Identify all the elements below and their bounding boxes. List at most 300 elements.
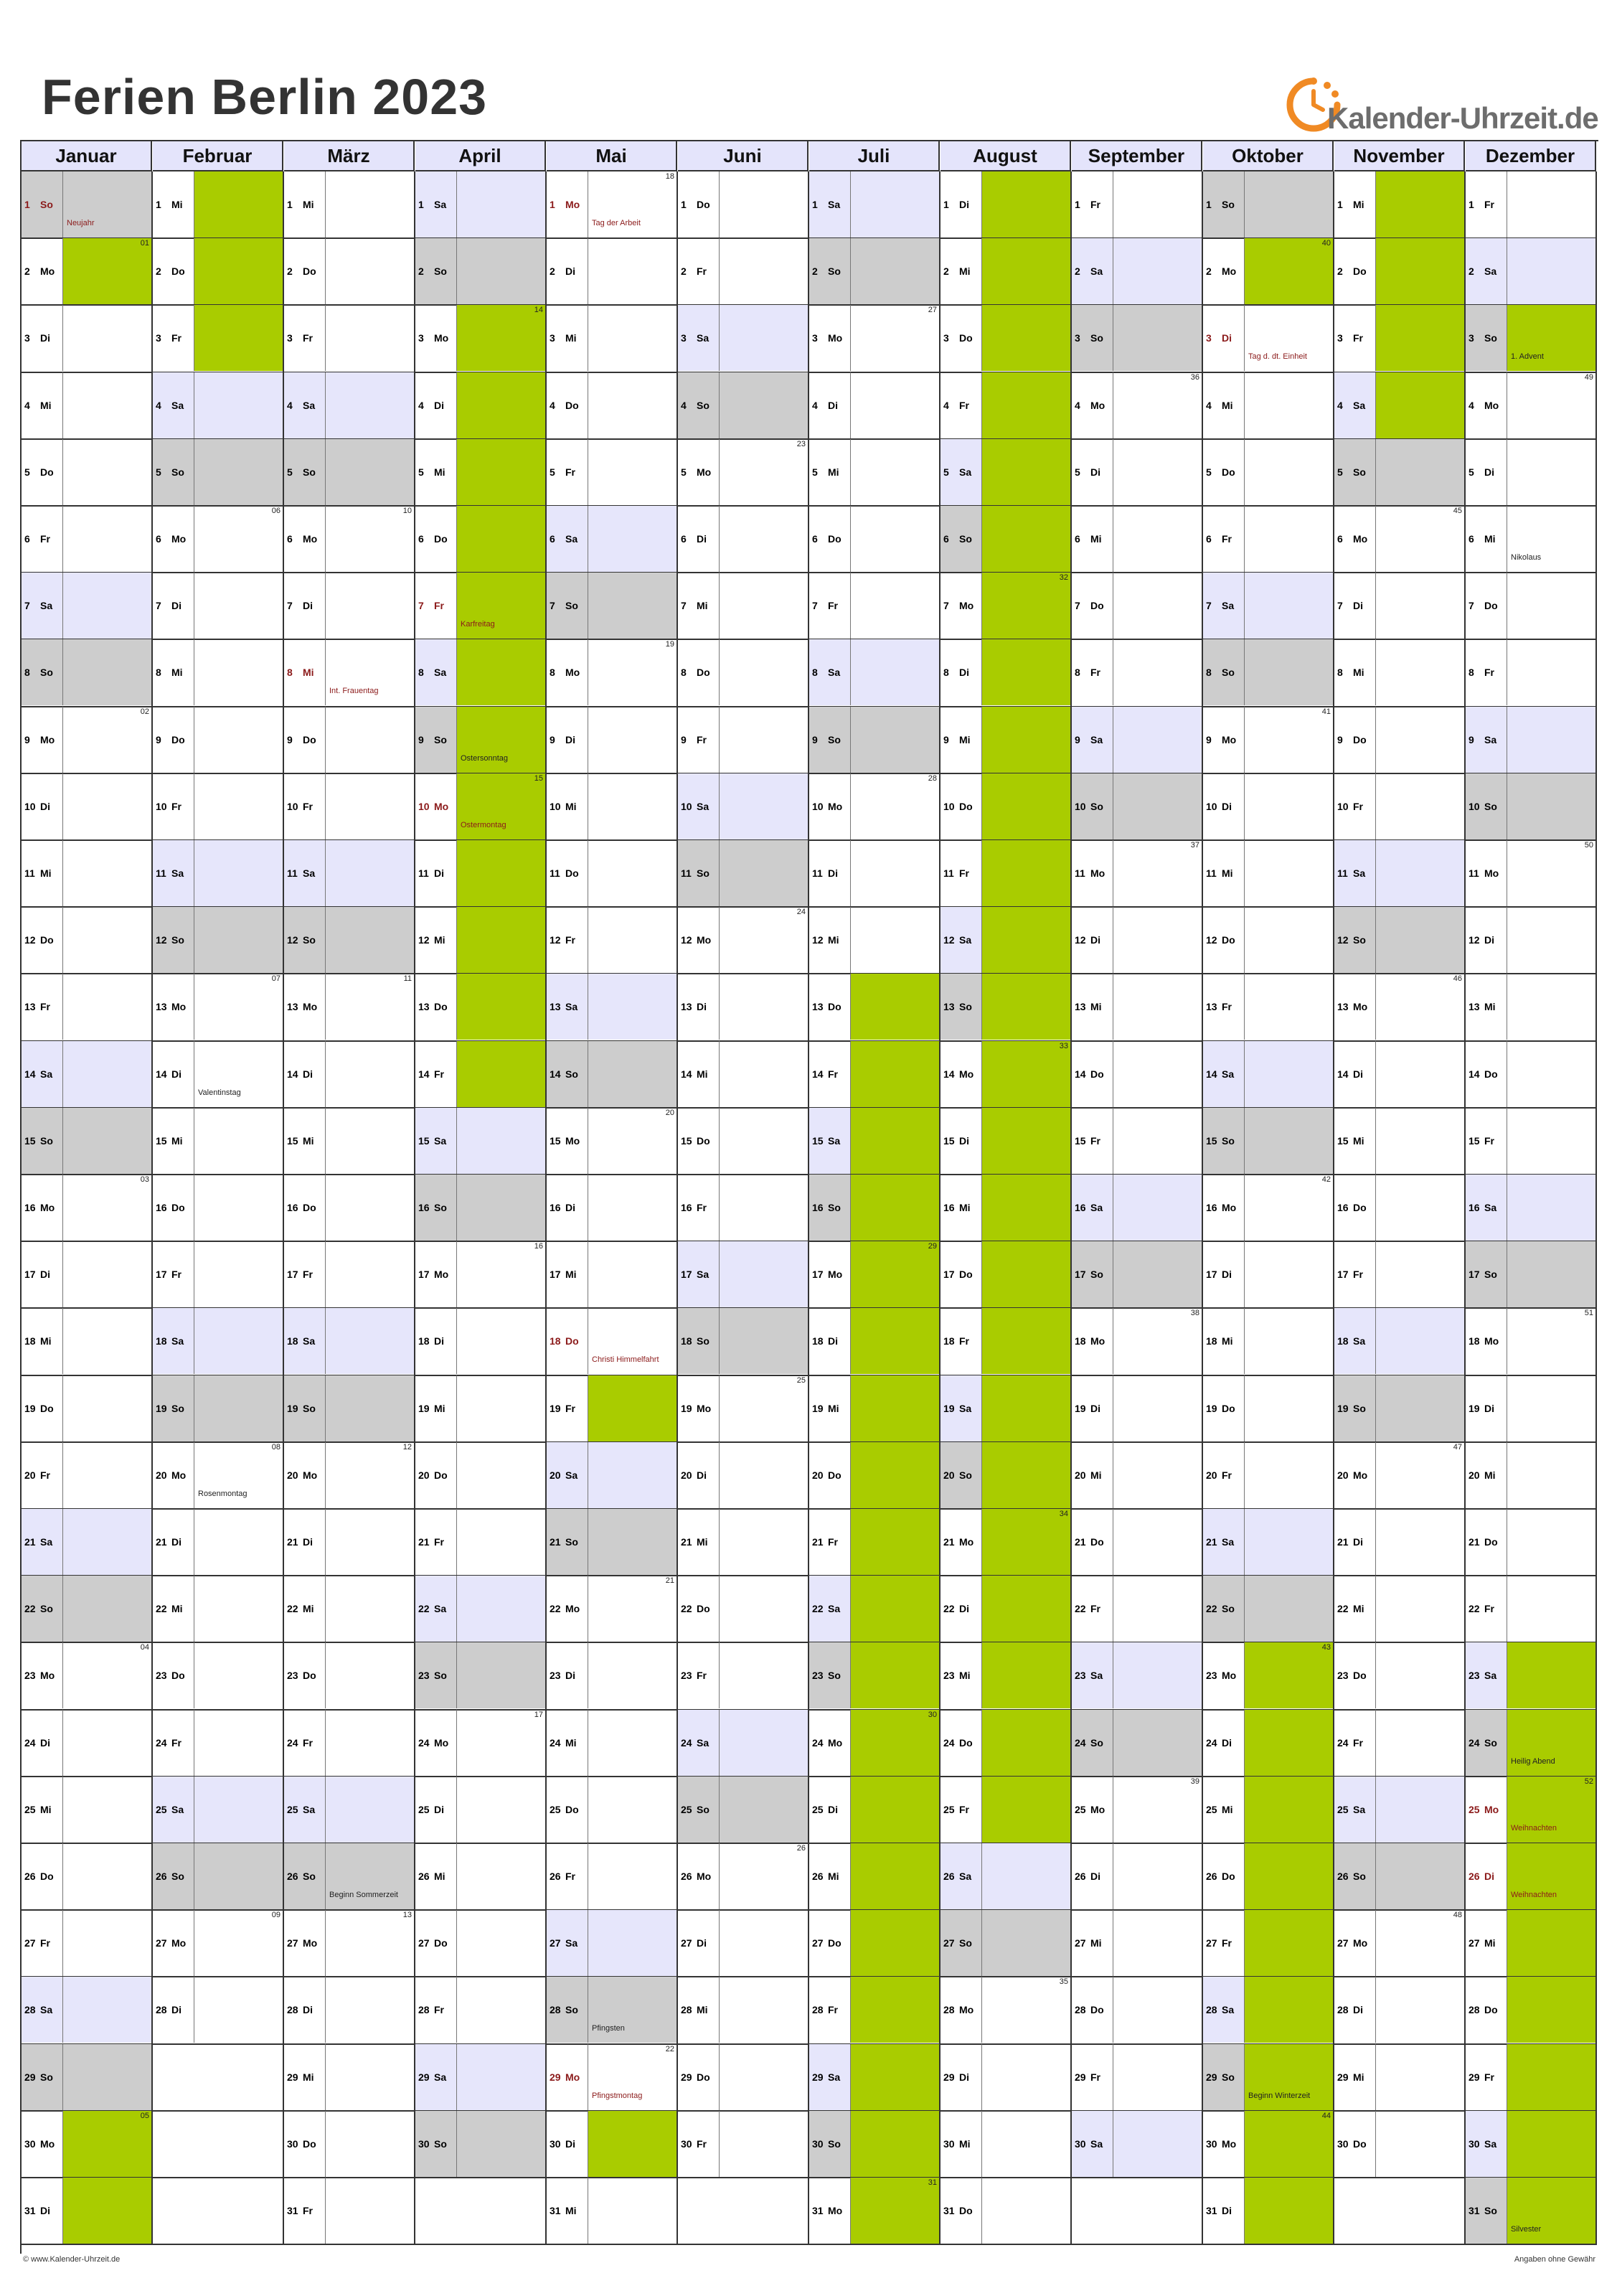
day-label bbox=[1203, 1108, 1245, 1174]
day-cell bbox=[1334, 2111, 1466, 2178]
day-label bbox=[940, 639, 982, 705]
day-label bbox=[547, 1576, 588, 1642]
day-label bbox=[678, 439, 720, 505]
day-cell bbox=[415, 439, 547, 507]
day-number: 10 bbox=[1075, 800, 1086, 812]
day-cell bbox=[1466, 639, 1597, 707]
weekday-abbr: Di bbox=[1090, 934, 1100, 946]
ferien-cell bbox=[851, 1777, 939, 1843]
day-number: 30 bbox=[812, 2137, 824, 2150]
ferien-cell bbox=[851, 1710, 939, 1776]
day-number: 18 bbox=[418, 1335, 430, 1347]
day-label bbox=[678, 1843, 720, 1909]
day-number: 30 bbox=[943, 2137, 955, 2150]
weekday-abbr: Do bbox=[40, 1402, 54, 1414]
week-number: 25 bbox=[796, 1375, 806, 1385]
day-number: 12 bbox=[812, 934, 824, 946]
day-cell bbox=[1334, 639, 1466, 707]
day-number: 27 bbox=[812, 1937, 824, 1949]
day-label bbox=[415, 707, 457, 773]
day-cell bbox=[940, 1442, 1072, 1510]
weekday-abbr: Di bbox=[959, 667, 969, 679]
note-cell bbox=[1245, 1442, 1333, 1508]
note-cell bbox=[194, 1576, 283, 1642]
week-number: 03 bbox=[140, 1175, 149, 1184]
weekday-abbr: Sa bbox=[1090, 1670, 1103, 1682]
weekday-abbr: Sa bbox=[1222, 1536, 1235, 1548]
weekday-abbr: Sa bbox=[828, 1134, 841, 1147]
week-number: 02 bbox=[140, 707, 149, 716]
note-cell bbox=[851, 506, 939, 572]
day-number: 3 bbox=[418, 332, 424, 344]
day-cell bbox=[22, 907, 153, 974]
day-cell bbox=[22, 974, 153, 1041]
weekday-abbr: Do bbox=[1484, 600, 1498, 612]
day-label bbox=[22, 573, 63, 639]
day-number: 4 bbox=[943, 399, 949, 411]
weekday-abbr: Mo bbox=[303, 533, 318, 545]
day-number: 24 bbox=[156, 1736, 167, 1749]
day-label bbox=[1466, 1977, 1507, 2043]
weekday-abbr: Mi bbox=[1353, 667, 1364, 679]
day-cell bbox=[153, 2044, 284, 2112]
weekday-abbr: So bbox=[40, 1134, 53, 1147]
day-label bbox=[678, 840, 720, 906]
day-number: 13 bbox=[156, 1001, 167, 1013]
note-cell bbox=[194, 1777, 283, 1843]
note-cell bbox=[1113, 372, 1202, 438]
day-cell bbox=[1072, 1308, 1203, 1375]
day-cell bbox=[415, 639, 547, 707]
day-number: 2 bbox=[24, 265, 30, 278]
note-cell bbox=[457, 1509, 545, 1575]
weekday-abbr: Di bbox=[565, 1202, 575, 1213]
note-cell bbox=[194, 1241, 283, 1307]
note-cell bbox=[326, 2178, 414, 2244]
day-number: 7 bbox=[418, 600, 424, 612]
note-cell bbox=[588, 2044, 676, 2110]
day-cell bbox=[940, 639, 1072, 707]
day-number: 20 bbox=[1337, 1469, 1349, 1481]
note-cell bbox=[1376, 907, 1464, 973]
day-number: 10 bbox=[550, 800, 561, 812]
day-number: 13 bbox=[418, 1001, 430, 1013]
day-number: 26 bbox=[812, 1871, 824, 1882]
note-cell bbox=[326, 1642, 414, 1708]
note-cell bbox=[1113, 639, 1202, 705]
day-cell bbox=[1466, 2111, 1597, 2178]
day-number: 31 bbox=[943, 2205, 955, 2216]
day-label bbox=[1203, 773, 1245, 839]
day-label bbox=[1203, 372, 1245, 438]
day-number: 21 bbox=[24, 1536, 36, 1548]
day-number: 16 bbox=[287, 1202, 298, 1213]
day-number: 8 bbox=[1468, 667, 1474, 679]
day-number: 13 bbox=[681, 1001, 692, 1013]
day-number: 25 bbox=[812, 1803, 824, 1815]
day-number: 14 bbox=[812, 1068, 824, 1080]
day-number: 25 bbox=[156, 1803, 167, 1815]
day-number: 28 bbox=[1075, 2004, 1086, 2016]
day-number: 24 bbox=[1468, 1736, 1480, 1749]
weekday-abbr: Do bbox=[303, 265, 316, 278]
day-label bbox=[678, 1241, 720, 1307]
weekday-abbr: Mo bbox=[40, 265, 55, 278]
day-label bbox=[22, 1241, 63, 1307]
day-cell bbox=[678, 2178, 809, 2245]
day-number: 13 bbox=[943, 1001, 955, 1013]
day-cell bbox=[1334, 1576, 1466, 1643]
day-cell bbox=[547, 639, 678, 707]
note-cell bbox=[194, 1642, 283, 1708]
day-cell bbox=[1072, 1108, 1203, 1175]
note-cell bbox=[1113, 506, 1202, 572]
weekday-abbr: Mo bbox=[40, 1670, 55, 1682]
note-cell bbox=[1113, 439, 1202, 505]
day-label bbox=[547, 2178, 588, 2244]
day-label bbox=[1334, 1442, 1376, 1508]
weekday-abbr: Mi bbox=[1353, 1603, 1364, 1615]
day-number: 6 bbox=[943, 533, 949, 545]
ferien-cell bbox=[982, 305, 1070, 371]
day-label bbox=[547, 1375, 588, 1441]
day-label bbox=[547, 305, 588, 371]
day-label bbox=[415, 773, 457, 839]
day-label bbox=[22, 639, 63, 705]
day-cell bbox=[1203, 305, 1334, 372]
day-cell bbox=[1334, 773, 1466, 841]
weekday-abbr: Do bbox=[171, 265, 185, 278]
weekday-abbr: Di bbox=[1222, 1269, 1232, 1281]
day-cell bbox=[415, 305, 547, 372]
weekday-abbr: Mi bbox=[303, 199, 314, 210]
day-number: 22 bbox=[287, 1603, 298, 1615]
note-cell bbox=[982, 2111, 1070, 2177]
day-label bbox=[940, 1509, 982, 1575]
day-label bbox=[284, 1710, 326, 1776]
day-label bbox=[678, 1308, 720, 1374]
day-number: 26 bbox=[1075, 1871, 1086, 1882]
day-label bbox=[1466, 1777, 1507, 1843]
note-cell bbox=[326, 1375, 414, 1441]
day-label bbox=[547, 1977, 588, 2043]
day-label bbox=[22, 773, 63, 839]
day-cell bbox=[1072, 506, 1203, 573]
weekday-abbr: Sa bbox=[1353, 1335, 1366, 1347]
weekday-abbr: Do bbox=[1353, 1670, 1367, 1682]
note-cell bbox=[1113, 974, 1202, 1040]
day-label bbox=[1203, 238, 1245, 304]
note-cell bbox=[720, 1843, 808, 1909]
note-cell bbox=[588, 439, 676, 505]
day-label bbox=[284, 372, 326, 438]
day-cell bbox=[678, 372, 809, 440]
note-cell bbox=[720, 439, 808, 505]
day-number: 17 bbox=[1337, 1269, 1349, 1281]
note-cell bbox=[457, 1375, 545, 1441]
day-cell bbox=[153, 773, 284, 841]
weekday-abbr: Mo bbox=[565, 667, 580, 679]
day-label bbox=[940, 372, 982, 438]
weekday-abbr: So bbox=[434, 1202, 447, 1213]
holiday-label: Pfingsten bbox=[592, 2024, 625, 2033]
weekday-abbr: Mo bbox=[1353, 533, 1368, 545]
day-cell bbox=[809, 1977, 940, 2044]
day-number: 12 bbox=[1468, 934, 1480, 946]
day-number: 26 bbox=[156, 1871, 167, 1882]
day-number: 18 bbox=[812, 1335, 824, 1347]
weekday-abbr: Mo bbox=[565, 1134, 580, 1147]
day-cell bbox=[22, 506, 153, 573]
day-number: 1 bbox=[156, 199, 161, 210]
note-cell bbox=[1113, 1642, 1202, 1708]
day-label bbox=[1072, 1175, 1113, 1241]
day-number: 18 bbox=[1468, 1335, 1480, 1347]
day-cell bbox=[284, 573, 415, 640]
weekday-abbr: Fr bbox=[303, 1736, 313, 1749]
holiday-label: Silvester bbox=[1511, 2225, 1542, 2234]
day-number: 10 bbox=[1468, 800, 1480, 812]
weekday-abbr: Sa bbox=[828, 2071, 841, 2083]
weekday-abbr: So bbox=[40, 667, 53, 679]
day-label bbox=[809, 305, 851, 371]
day-label bbox=[284, 1241, 326, 1307]
day-cell bbox=[284, 1375, 415, 1443]
day-label bbox=[547, 238, 588, 304]
ferien-cell bbox=[851, 974, 939, 1040]
day-label bbox=[1334, 1108, 1376, 1174]
day-cell bbox=[1466, 171, 1597, 239]
note-cell bbox=[457, 2111, 545, 2177]
note-cell bbox=[851, 707, 939, 773]
day-cell bbox=[809, 171, 940, 239]
holiday-label: Pfingstmontag bbox=[592, 2091, 643, 2100]
weekday-abbr: Mi bbox=[959, 1202, 971, 1213]
day-cell bbox=[940, 1576, 1072, 1643]
day-number: 18 bbox=[1337, 1335, 1349, 1347]
ferien-cell bbox=[1245, 1977, 1333, 2043]
day-cell bbox=[1203, 1308, 1334, 1375]
day-cell bbox=[940, 1977, 1072, 2044]
day-label bbox=[153, 439, 194, 505]
holiday-label: Valentinstag bbox=[198, 1088, 241, 1097]
day-label bbox=[153, 1977, 194, 2043]
note-cell bbox=[1113, 2044, 1202, 2110]
day-cell bbox=[940, 974, 1072, 1041]
day-number: 12 bbox=[418, 934, 430, 946]
day-cell bbox=[1203, 1108, 1334, 1175]
day-number: 9 bbox=[1206, 733, 1212, 745]
day-cell bbox=[940, 171, 1072, 239]
ferien-cell bbox=[982, 1642, 1070, 1708]
month-column bbox=[1072, 141, 1203, 2254]
day-cell bbox=[153, 2178, 284, 2245]
day-cell bbox=[1203, 1175, 1334, 1242]
ferien-cell bbox=[982, 506, 1070, 572]
day-cell bbox=[547, 238, 678, 306]
weekday-abbr: Do bbox=[565, 1803, 579, 1815]
day-label bbox=[1334, 372, 1376, 438]
weekday-abbr: Do bbox=[1222, 934, 1235, 946]
day-cell bbox=[940, 305, 1072, 372]
weekday-abbr: Mi bbox=[303, 2071, 314, 2083]
day-cell bbox=[940, 1910, 1072, 1977]
day-cell bbox=[547, 1509, 678, 1576]
weekday-abbr: Mi bbox=[1222, 399, 1233, 411]
day-number: 23 bbox=[1206, 1670, 1217, 1682]
day-cell bbox=[547, 2044, 678, 2112]
weekday-abbr: Mi bbox=[697, 1068, 708, 1080]
day-label bbox=[1203, 1710, 1245, 1776]
weekday-abbr: So bbox=[1222, 1134, 1235, 1147]
day-number: 23 bbox=[681, 1670, 692, 1682]
day-number: 22 bbox=[943, 1603, 955, 1615]
day-number: 26 bbox=[24, 1871, 36, 1882]
day-number: 1 bbox=[1337, 199, 1343, 210]
weekday-abbr: Sa bbox=[959, 934, 972, 946]
weekday-abbr: Sa bbox=[828, 667, 841, 679]
note-cell bbox=[1507, 639, 1595, 705]
ferien-cell bbox=[851, 2111, 939, 2177]
weekday-abbr: Fr bbox=[1353, 332, 1363, 344]
ferien-cell bbox=[982, 1777, 1070, 1843]
weekday-abbr: Mi bbox=[1484, 533, 1496, 545]
weekday-abbr: Do bbox=[1222, 1871, 1235, 1882]
day-cell bbox=[547, 1442, 678, 1510]
day-number: 11 bbox=[681, 867, 692, 879]
day-label bbox=[809, 1710, 851, 1776]
week-number: 05 bbox=[140, 2111, 149, 2120]
note-cell bbox=[851, 305, 939, 371]
day-label bbox=[284, 2178, 326, 2244]
day-label bbox=[284, 707, 326, 773]
day-number: 1 bbox=[287, 199, 293, 210]
note-cell bbox=[851, 573, 939, 639]
month-header: Oktober bbox=[1203, 141, 1334, 171]
note-cell bbox=[326, 1710, 414, 1776]
weekday-abbr: So bbox=[1090, 1269, 1103, 1281]
note-cell bbox=[326, 1777, 414, 1843]
note-cell bbox=[720, 1108, 808, 1174]
note-cell bbox=[1113, 907, 1202, 973]
weekday-abbr: Mi bbox=[565, 800, 577, 812]
day-number: 3 bbox=[1206, 332, 1212, 344]
day-number: 5 bbox=[1337, 466, 1343, 478]
day-label bbox=[1072, 1308, 1113, 1374]
day-cell bbox=[1072, 1642, 1203, 1710]
month-column bbox=[547, 141, 678, 2254]
day-number: 6 bbox=[418, 533, 424, 545]
day-cell bbox=[284, 1241, 415, 1309]
day-cell bbox=[678, 305, 809, 372]
day-number: 9 bbox=[287, 733, 293, 745]
day-number: 14 bbox=[24, 1068, 36, 1080]
day-label bbox=[1203, 1375, 1245, 1441]
footer-copyright[interactable]: © www.Kalender-Uhrzeit.de bbox=[23, 2255, 121, 2264]
weekday-abbr: So bbox=[303, 934, 316, 946]
day-label bbox=[1203, 1843, 1245, 1909]
day-cell bbox=[22, 1977, 153, 2044]
day-cell bbox=[284, 1576, 415, 1643]
day-number: 15 bbox=[1337, 1134, 1349, 1147]
weekday-abbr: Do bbox=[697, 2071, 710, 2083]
day-cell bbox=[809, 2178, 940, 2245]
day-number: 9 bbox=[681, 733, 687, 745]
day-cell bbox=[284, 1308, 415, 1375]
day-cell bbox=[1203, 1576, 1334, 1643]
day-number: 19 bbox=[1337, 1402, 1349, 1414]
day-label bbox=[547, 1175, 588, 1241]
day-number: 25 bbox=[287, 1803, 298, 1815]
day-cell bbox=[809, 1777, 940, 1844]
day-number: 9 bbox=[1468, 733, 1474, 745]
day-label bbox=[1334, 1375, 1376, 1441]
week-number: 16 bbox=[534, 1242, 543, 1251]
day-cell bbox=[415, 1910, 547, 1977]
day-cell bbox=[22, 1041, 153, 1109]
day-cell bbox=[415, 1509, 547, 1576]
day-cell bbox=[1466, 907, 1597, 974]
day-label bbox=[547, 1910, 588, 1976]
day-label bbox=[809, 1977, 851, 2043]
day-number: 16 bbox=[812, 1202, 824, 1213]
day-number: 9 bbox=[418, 733, 424, 745]
weekday-abbr: Mi bbox=[40, 1803, 52, 1815]
day-cell bbox=[153, 1576, 284, 1643]
day-label bbox=[22, 2178, 63, 2244]
weekday-abbr: Sa bbox=[434, 1603, 447, 1615]
brand-logo[interactable] bbox=[1283, 68, 1598, 140]
week-number: 11 bbox=[403, 974, 412, 984]
day-number: 23 bbox=[287, 1670, 298, 1682]
note-cell bbox=[720, 1308, 808, 1374]
day-number: 21 bbox=[1075, 1536, 1086, 1548]
weekday-abbr: Fr bbox=[171, 1736, 182, 1749]
day-number: 6 bbox=[24, 533, 30, 545]
day-label bbox=[809, 1041, 851, 1107]
day-cell bbox=[547, 1977, 678, 2044]
day-cell bbox=[22, 439, 153, 507]
weekday-abbr: So bbox=[697, 399, 710, 411]
day-number: 23 bbox=[812, 1670, 824, 1682]
weekday-abbr: Do bbox=[959, 332, 973, 344]
note-cell bbox=[1113, 840, 1202, 906]
note-cell bbox=[588, 506, 676, 572]
day-label bbox=[153, 1241, 194, 1307]
weekday-abbr: Mo bbox=[1090, 1803, 1106, 1815]
holiday-label: Beginn Winterzeit bbox=[1248, 2091, 1311, 2100]
day-cell bbox=[284, 1108, 415, 1175]
note-cell bbox=[588, 1777, 676, 1843]
page-title: Ferien Berlin 2023 bbox=[42, 69, 488, 125]
day-number: 17 bbox=[418, 1269, 430, 1281]
day-number: 2 bbox=[812, 265, 818, 278]
day-label bbox=[1466, 707, 1507, 773]
day-label bbox=[547, 506, 588, 572]
weekday-abbr: Mi bbox=[565, 2205, 577, 2216]
holiday-label: Christi Himmelfahrt bbox=[592, 1355, 659, 1365]
day-number: 31 bbox=[1206, 2205, 1217, 2216]
day-number: 15 bbox=[1206, 1134, 1217, 1147]
day-cell bbox=[1466, 372, 1597, 440]
day-cell bbox=[153, 238, 284, 306]
day-label bbox=[809, 1843, 851, 1909]
note-cell bbox=[63, 1977, 151, 2043]
weekday-abbr: So bbox=[1484, 332, 1497, 344]
month-header: März bbox=[284, 141, 415, 171]
day-number: 10 bbox=[812, 800, 824, 812]
day-cell bbox=[678, 1108, 809, 1175]
